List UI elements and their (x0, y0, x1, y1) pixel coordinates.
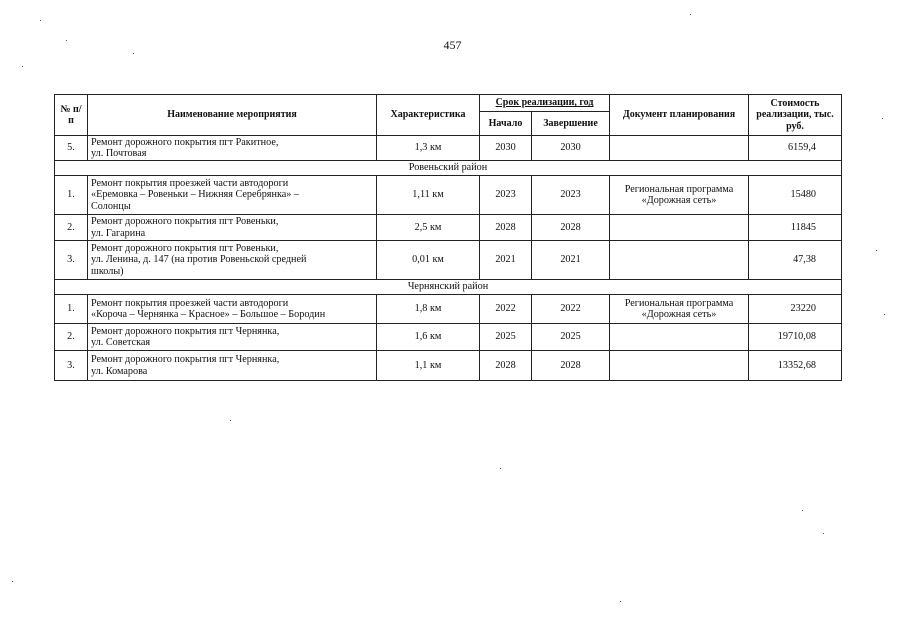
row-num: 3. (55, 351, 88, 381)
header-num: № п/п (55, 95, 88, 136)
scan-speck (500, 468, 501, 469)
row-name: Ремонт дорожного покрытия пгт Ровеньки, ул. Ленина, д. 147 (на против Ровеньской средней школы) (88, 241, 377, 280)
section-row (55, 161, 842, 176)
header-document: Документ планирования (610, 95, 749, 136)
section-chernyanka: Чернянский район (55, 280, 842, 295)
row-start: 2028 (480, 215, 532, 241)
table-row (55, 176, 842, 215)
row-document: Региональная программа «Дорожная сеть» (610, 295, 749, 324)
table-row (55, 241, 842, 280)
row-num: 2. (55, 324, 88, 351)
row-characteristic: 0,01 км (377, 241, 480, 280)
row-cost: 23220 (749, 295, 842, 324)
row-document (610, 241, 749, 280)
row-document (610, 215, 749, 241)
scan-speck (802, 510, 803, 511)
row-start: 2030 (480, 136, 532, 161)
table-row (55, 215, 842, 241)
scan-speck (690, 14, 691, 15)
scan-speck (133, 53, 134, 54)
row-cost: 15480 (749, 176, 842, 215)
row-name: Ремонт дорожного покрытия пгт Ровеньки, ул. Гагарина (88, 215, 377, 241)
roads-table (54, 94, 842, 381)
scan-speck (876, 250, 877, 251)
row-characteristic: 1,3 км (377, 136, 480, 161)
row-characteristic: 1,11 км (377, 176, 480, 215)
scan-speck (66, 40, 67, 41)
scan-speck (884, 314, 885, 315)
table-row (55, 136, 842, 161)
row-num: 1. (55, 176, 88, 215)
scan-speck (230, 420, 231, 421)
row-num: 5. (55, 136, 88, 161)
row-name: Ремонт дорожного покрытия пгт Чернянка, ул. Советская (88, 324, 377, 351)
table-row (55, 295, 842, 324)
header-period: Срок реализации, год (480, 95, 610, 112)
row-num: 3. (55, 241, 88, 280)
row-cost: 6159,4 (749, 136, 842, 161)
row-end: 2030 (532, 136, 610, 161)
row-document: Региональная программа «Дорожная сеть» (610, 176, 749, 215)
row-document (610, 324, 749, 351)
row-start: 2021 (480, 241, 532, 280)
row-cost: 47,38 (749, 241, 842, 280)
row-name: Ремонт дорожного покрытия пгт Ракитное, ул. Почтовая (88, 136, 377, 161)
row-start: 2022 (480, 295, 532, 324)
row-cost: 11845 (749, 215, 842, 241)
header-name: Наименование мероприятия (88, 95, 377, 136)
row-document (610, 136, 749, 161)
scan-speck (620, 601, 621, 602)
row-start: 2028 (480, 351, 532, 381)
row-document (610, 351, 749, 381)
header-end: Завершение (532, 112, 610, 136)
row-num: 2. (55, 215, 88, 241)
row-end: 2025 (532, 324, 610, 351)
header-start: Начало (480, 112, 532, 136)
row-start: 2023 (480, 176, 532, 215)
table-row (55, 324, 842, 351)
section-row (55, 280, 842, 295)
page-number: 457 (443, 38, 462, 52)
scan-speck (12, 581, 13, 582)
row-characteristic: 1,8 км (377, 295, 480, 324)
row-name: Ремонт покрытия проезжей части автодороги «Короча – Чернянка – Красное» – Большое – Бородин (88, 295, 377, 324)
row-name: Ремонт дорожного покрытия пгт Чернянка, ул. Комарова (88, 351, 377, 381)
row-end: 2021 (532, 241, 610, 280)
header-characteristic: Характеристика (377, 95, 480, 136)
row-num: 1. (55, 295, 88, 324)
row-end: 2023 (532, 176, 610, 215)
row-cost: 19710,08 (749, 324, 842, 351)
row-characteristic: 1,6 км (377, 324, 480, 351)
row-characteristic: 1,1 км (377, 351, 480, 381)
scan-speck (22, 66, 23, 67)
row-name: Ремонт покрытия проезжей части автодороги «Еремовка – Ровеньки – Нижняя Серебрянка» – Солонцы (88, 176, 377, 215)
row-characteristic: 2,5 км (377, 215, 480, 241)
row-end: 2028 (532, 351, 610, 381)
row-end: 2028 (532, 215, 610, 241)
row-cost: 13352,68 (749, 351, 842, 381)
section-rovenki: Ровеньский район (55, 161, 842, 176)
scan-speck (40, 20, 41, 21)
header-cost: Стоимость реализации, тыс. руб. (749, 95, 842, 136)
scan-speck (882, 118, 883, 119)
table-row (55, 351, 842, 381)
scan-speck (823, 533, 824, 534)
row-start: 2025 (480, 324, 532, 351)
row-end: 2022 (532, 295, 610, 324)
